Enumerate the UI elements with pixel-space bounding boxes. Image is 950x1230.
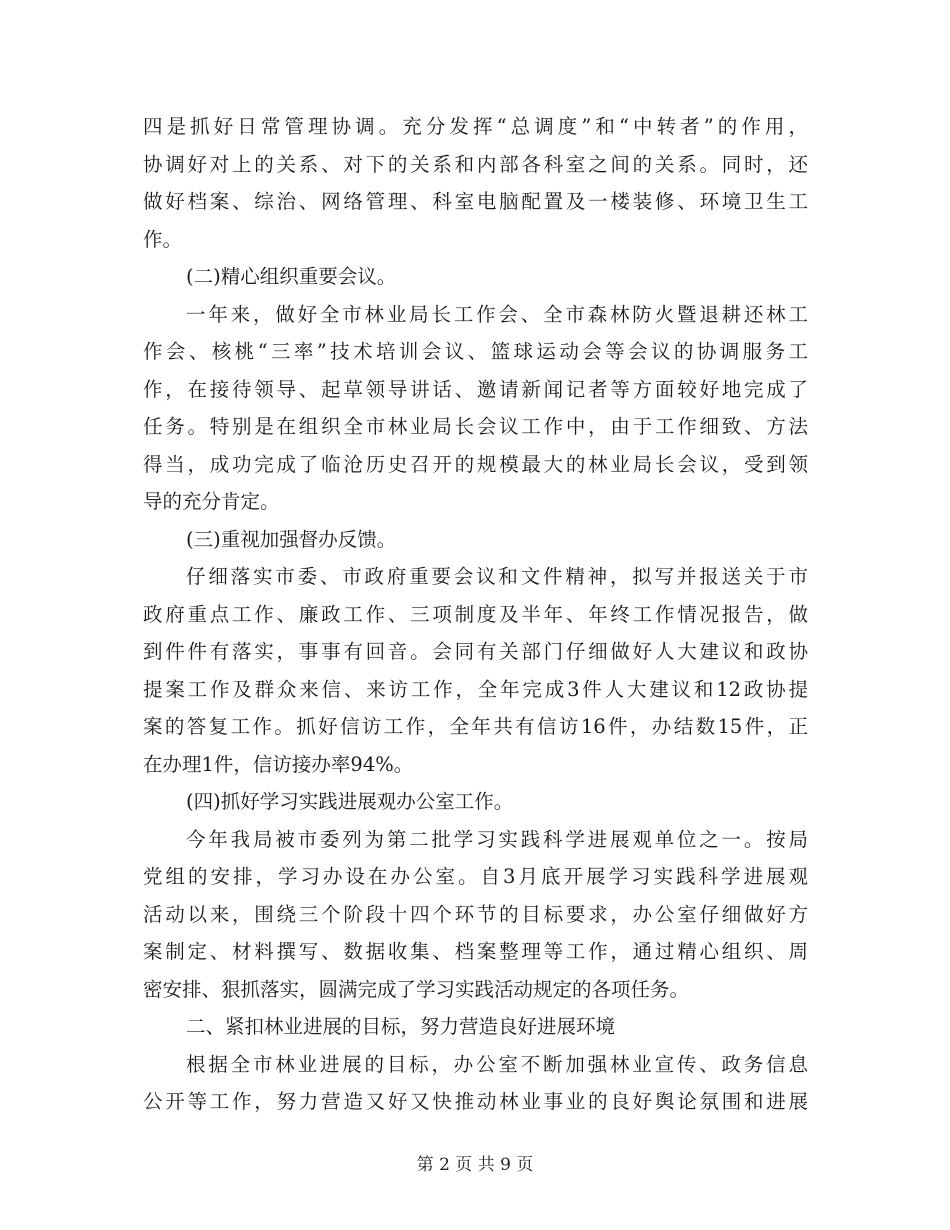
text-line: 协调好对上的关系、对下的关系和内部各科室之间的关系。同时，还 <box>143 152 808 176</box>
text-line: 一年来，做好全市林业局长工作会、全市森林防火暨退耕还林工 <box>186 302 808 326</box>
document-body <box>143 108 808 1121</box>
text-line: (二)精心组织重要会议。 <box>186 265 397 288</box>
text-line: (三)重视加强督办反馈。 <box>186 527 397 551</box>
text-line: 作会、核桃“三率”技术培训会议、篮球运动会等会议的协调服务工 <box>143 340 808 363</box>
text-line: 仔细落实市委、市政府重要会议和文件精神，拟写并报送关于市 <box>186 565 808 588</box>
text-line: 活动以来，围绕三个阶段十四个环节的目标要求，办公室仔细做好方 <box>143 902 808 926</box>
text-line: 案的答复工作。抓好信访工作，全年共有信访16件，办结数15件，正 <box>143 715 808 738</box>
text-line: 根据全市林业进展的目标，办公室不断加强林业宣传、政务信息 <box>186 1052 808 1076</box>
text-line: 党组的安排，学习办设在办公室。自3月底开展学习实践科学进展观 <box>143 865 808 888</box>
text-line: (四)抓好学习实践进展观办公室工作。 <box>186 790 514 813</box>
text-line: 案制定、材料撰写、数据收集、档案整理等工作，通过精心组织、周 <box>143 940 808 963</box>
text-line: 公开等工作，努力营造又好又快推动林业事业的良好舆论氛围和进展 <box>143 1090 808 1113</box>
text-line: 导的充分肯定。 <box>143 490 280 513</box>
text-line: 作，在接待领导、起草领导讲话、邀请新闻记者等方面较好地完成了 <box>143 377 808 401</box>
text-line: 二、紧扣林业进展的目标，努力营造良好进展环境 <box>186 1015 616 1038</box>
text-line: 到件件有落实，事事有回音。会同有关部门仔细做好人大建议和政协 <box>143 640 808 663</box>
text-line: 在办理1件，信访接办率94%。 <box>143 752 414 776</box>
text-line: 密安排、狠抓落实，圆满完成了学习实践活动规定的各项任务。 <box>143 977 690 1001</box>
text-line: 任务。特别是在组织全市林业局长会议工作中，由于工作细致、方法 <box>143 415 808 438</box>
text-line: 做好档案、综治、网络管理、科室电脑配置及一楼装修、环境卫生工 <box>143 190 808 213</box>
text-line: 提案工作及群众来信、来访工作，全年完成3件人大建议和12政协提 <box>143 677 808 701</box>
text-line: 作。 <box>143 227 183 251</box>
text-line: 得当，成功完成了临沧历史召开的规模最大的林业局长会议，受到领 <box>143 452 808 476</box>
text-line: 今年我局被市委列为第二批学习实践科学进展观单位之一。按局 <box>186 827 808 851</box>
text-line: 四是抓好日常管理协调。充分发挥“总调度”和“中转者”的作用， <box>143 115 808 138</box>
text-line: 政府重点工作、廉政工作、三项制度及半年、年终工作情况报告，做 <box>143 602 808 626</box>
page-footer: 第 2 页 共 9 页 <box>416 1155 534 1175</box>
